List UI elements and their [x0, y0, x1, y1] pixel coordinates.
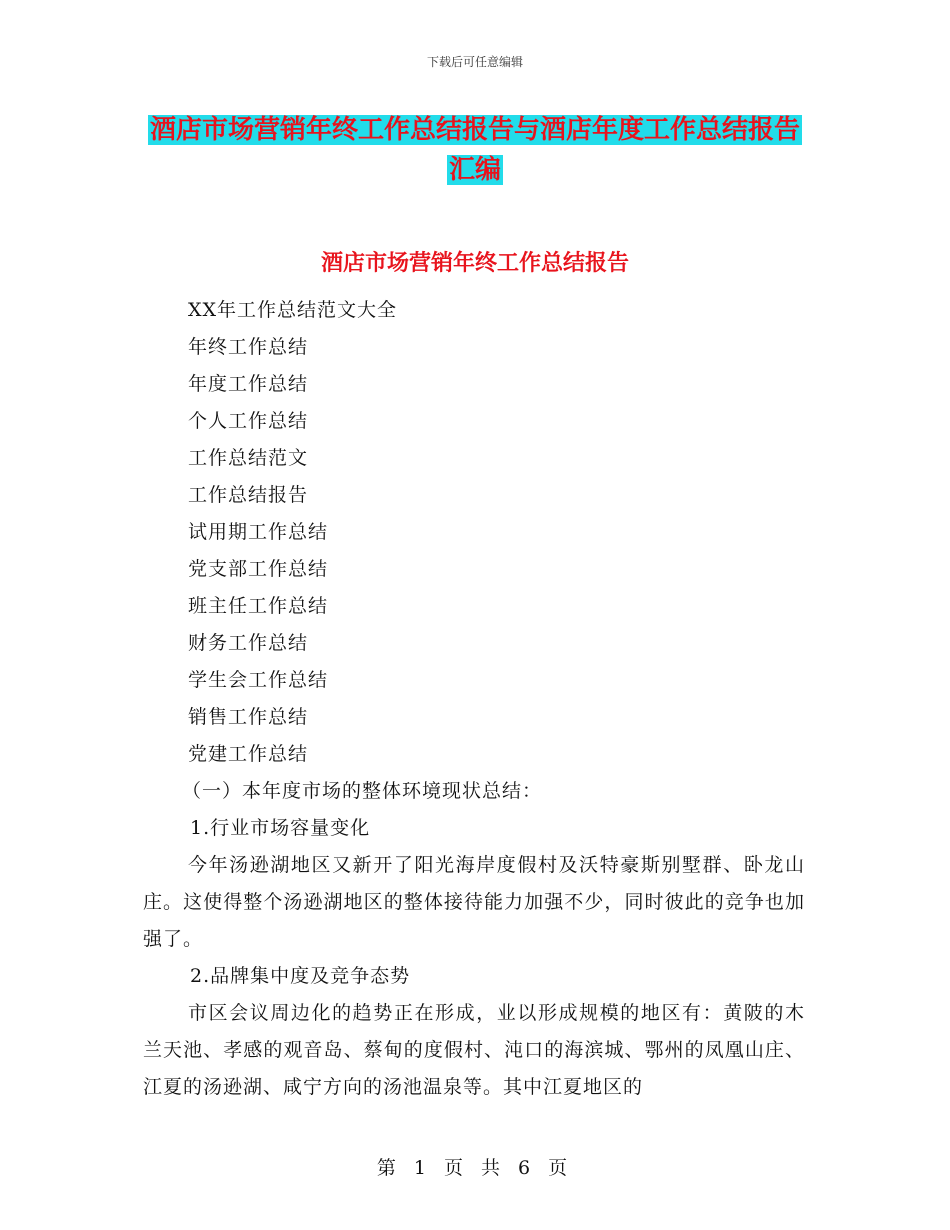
topic-list-item: 年终工作总结 [188, 336, 309, 358]
topic-list-item: 学生会工作总结 [188, 669, 329, 691]
topic-list-item: 党建工作总结 [188, 743, 309, 765]
topic-list-item: 个人工作总结 [188, 410, 309, 432]
item2-paragraph: 市区会议周边化的趋势正在形成，业以形成规模的地区有：黄陂的木兰天池、孝感的观音岛、蔡甸的度假村、沌口的海滨城、鄂州的凤凰山庄、江夏的汤逊湖、咸宁方向的汤池温泉等。其中江夏地区的 [143, 1002, 805, 1098]
section-title: 酒店市场营销年终工作总结报告 [320, 250, 629, 276]
header-note: 下载后可任意编辑 [426, 55, 523, 69]
topic-list-item: 销售工作总结 [188, 706, 309, 728]
topic-list [188, 292, 397, 773]
section-heading: （一）本年度市场的整体环境现状总结： [182, 780, 543, 802]
document-title-text: 酒店市场营销年终工作总结报告与酒店年度工作总结报告汇编 [149, 115, 800, 185]
document-title [140, 110, 810, 190]
item2-heading: 2.品牌集中度及竞争态势 [190, 965, 411, 987]
topic-list-item: 班主任工作总结 [188, 595, 329, 617]
item1-paragraph: 今年汤逊湖地区又新开了阳光海岸度假村及沃特豪斯别墅群、卧龙山庄。这使得整个汤逊湖地区的整体接待能力加强不少，同时彼此的竞争也加强了。 [143, 854, 805, 950]
topic-list-item: 试用期工作总结 [188, 521, 329, 543]
topic-list-item: 财务工作总结 [188, 632, 309, 654]
topic-list-item: 工作总结范文 [188, 447, 309, 469]
topic-list-item: 年度工作总结 [188, 373, 309, 395]
page-footer: 第 1 页 共 6 页 [376, 1157, 574, 1179]
item1-heading: 1.行业市场容量变化 [190, 817, 371, 839]
topic-list-item: XX年工作总结范文大全 [188, 299, 398, 321]
topic-list-item: 党支部工作总结 [188, 558, 329, 580]
topic-list-item: 工作总结报告 [188, 484, 309, 506]
